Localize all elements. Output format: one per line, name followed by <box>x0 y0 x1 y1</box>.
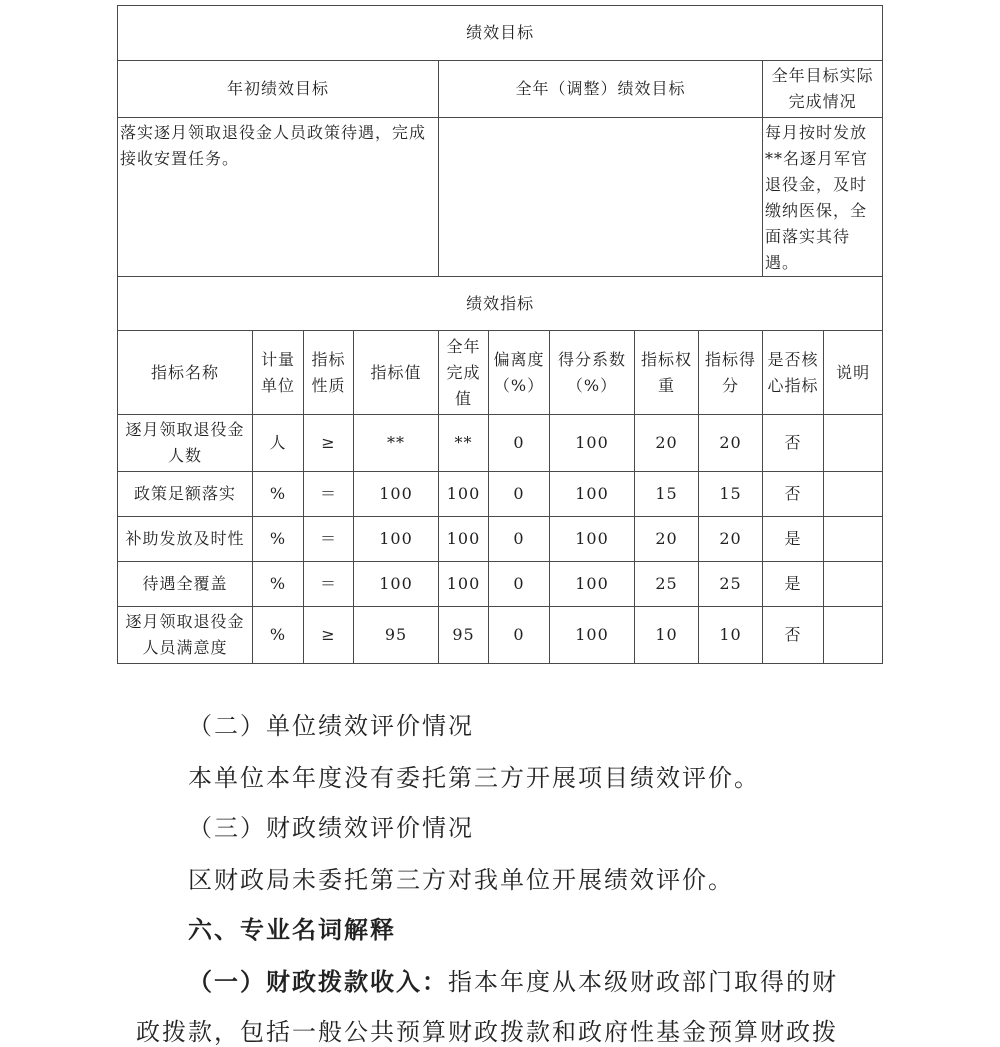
table-cell: 0 <box>489 607 550 664</box>
table-cell: 100 <box>439 472 489 517</box>
performance-table <box>117 5 883 664</box>
section-heading-unit-evaluation: （二）单位绩效评价情况 <box>188 712 474 740</box>
table-cell: 是 <box>763 562 824 607</box>
table-cell: 20 <box>699 415 763 472</box>
table-cell: % <box>253 562 304 607</box>
definition-term: （一）财政拨款收入： <box>188 967 448 996</box>
table-cell: 0 <box>489 472 550 517</box>
table-cell: ＝ <box>304 517 354 562</box>
table-cell: 20 <box>635 415 699 472</box>
actual-completion-text: 每月按时发放**名逐月军官退役金，及时缴纳医保，全面落实其待遇。 <box>763 118 883 277</box>
header-cell: 指标得分 <box>699 331 763 415</box>
initial-goal-text: 落实逐月领取退役金人员政策待遇，完成接收安置任务。 <box>118 118 439 277</box>
table-cell: 95 <box>354 607 439 664</box>
table-cell: 95 <box>439 607 489 664</box>
table-cell: 否 <box>763 472 824 517</box>
table-cell: 20 <box>635 517 699 562</box>
table-cell: 100 <box>550 517 635 562</box>
col-actual-completion: 全年目标实际完成情况 <box>763 61 883 118</box>
table-row <box>118 517 883 562</box>
header-cell: 是否核心指标 <box>763 331 824 415</box>
header-cell: 计量单位 <box>253 331 304 415</box>
table-cell: 人 <box>253 415 304 472</box>
table-cell: 100 <box>550 472 635 517</box>
table-cell: 100 <box>354 562 439 607</box>
table-cell <box>824 562 883 607</box>
table-cell: 10 <box>635 607 699 664</box>
col-adjusted-goal: 全年（调整）绩效目标 <box>439 61 763 118</box>
table-cell: 100 <box>354 517 439 562</box>
table-cell: 25 <box>635 562 699 607</box>
indicator-header: 绩效指标 <box>118 277 883 331</box>
table-cell <box>824 517 883 562</box>
table-cell <box>824 415 883 472</box>
table-cell: 100 <box>550 562 635 607</box>
header-cell: 指标名称 <box>118 331 253 415</box>
table-cell: 100 <box>439 562 489 607</box>
header-cell: 得分系数（%） <box>550 331 635 415</box>
table-row <box>118 562 883 607</box>
goal-header: 绩效目标 <box>118 6 883 61</box>
table-cell: ＝ <box>304 562 354 607</box>
table-cell: 0 <box>489 415 550 472</box>
table-cell: 15 <box>635 472 699 517</box>
table-row <box>118 607 883 664</box>
table-cell: ** <box>354 415 439 472</box>
table-cell: 15 <box>699 472 763 517</box>
header-cell: 指标性质 <box>304 331 354 415</box>
table-cell: 100 <box>354 472 439 517</box>
col-initial-goal: 年初绩效目标 <box>118 61 439 118</box>
adjusted-goal-text <box>439 118 763 277</box>
section-heading-finance-evaluation: （三）财政绩效评价情况 <box>188 814 474 842</box>
table-cell: 逐月领取退役金人员满意度 <box>118 607 253 664</box>
table-cell: 20 <box>699 517 763 562</box>
table-cell: 补助发放及时性 <box>118 517 253 562</box>
table-cell <box>824 472 883 517</box>
table-cell: 100 <box>550 415 635 472</box>
definition-line-2: 政拨款，包括一般公共预算财政拨款和政府性基金预算财政拨 <box>136 1018 838 1046</box>
table-cell: % <box>253 472 304 517</box>
table-row <box>118 415 883 472</box>
header-cell: 全年完成值 <box>439 331 489 415</box>
table-cell: 否 <box>763 415 824 472</box>
header-cell: 指标值 <box>354 331 439 415</box>
table-cell: 政策足额落实 <box>118 472 253 517</box>
header-cell: 偏离度（%） <box>489 331 550 415</box>
header-cell: 说明 <box>824 331 883 415</box>
table-cell <box>824 607 883 664</box>
table-cell: ≥ <box>304 607 354 664</box>
table-row <box>118 472 883 517</box>
table-cell: 0 <box>489 562 550 607</box>
table-cell: 否 <box>763 607 824 664</box>
section-heading-terms: 六、专业名词解释 <box>188 915 396 944</box>
table-cell: 0 <box>489 517 550 562</box>
paragraph-finance-evaluation: 区财政局未委托第三方对我单位开展绩效评价。 <box>188 866 734 894</box>
table-cell: 25 <box>699 562 763 607</box>
table-cell: ≥ <box>304 415 354 472</box>
definition-text: 指本年度从本级财政部门取得的财 <box>448 968 838 996</box>
table-cell: 10 <box>699 607 763 664</box>
definition-line-1 <box>188 962 838 997</box>
table-cell: 待遇全覆盖 <box>118 562 253 607</box>
table-cell: 100 <box>439 517 489 562</box>
table-cell: ** <box>439 415 489 472</box>
table-cell: % <box>253 607 304 664</box>
header-cell: 指标权重 <box>635 331 699 415</box>
table-cell: 逐月领取退役金人数 <box>118 415 253 472</box>
table-cell: 是 <box>763 517 824 562</box>
paragraph-unit-evaluation: 本单位本年度没有委托第三方开展项目绩效评价。 <box>188 764 760 792</box>
table-cell: % <box>253 517 304 562</box>
table-cell: ＝ <box>304 472 354 517</box>
table-cell: 100 <box>550 607 635 664</box>
